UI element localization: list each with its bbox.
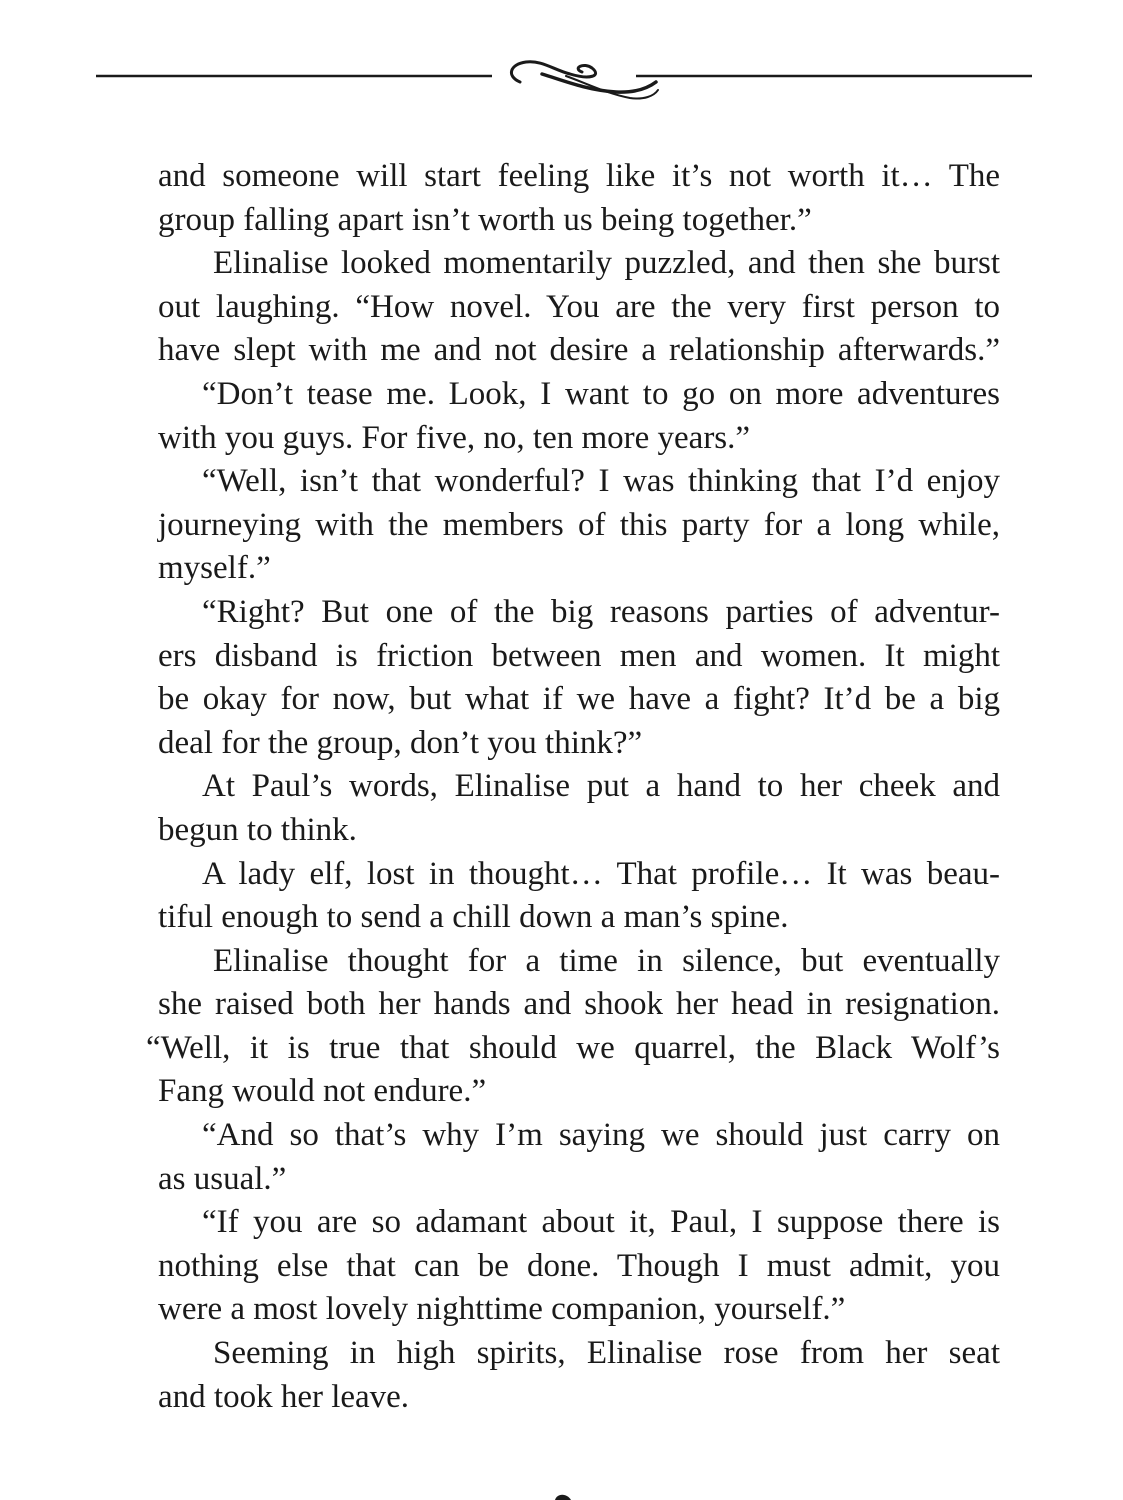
text-line: be okay for now, but what if we have a fight? It’d be a big [158, 681, 1000, 718]
text-line: “If you are so adamant about it, Paul, I suppose there is [202, 1204, 1000, 1241]
text-line: “And so that’s why I’m saying we should just carry on [202, 1117, 1000, 1154]
text-line: ers disband is friction between men and women. It might [158, 637, 1000, 674]
footer-flourish-fragment [553, 1490, 573, 1500]
text-line: were a most lovely nighttime companion, yourself.” [158, 1291, 846, 1328]
text-line: she raised both her hands and shook her head in resignation. [158, 986, 1000, 1023]
text-line: have slept with me and not desire a relationship afterwards.” [158, 332, 1000, 369]
text-line: and took her leave. [158, 1378, 410, 1415]
text-line: and someone will start feeling like it’s not worth it… The [158, 158, 1000, 194]
text-line: myself.” [158, 550, 271, 587]
text-line: A lady elf, lost in thought… That profile… It was beau- [202, 855, 1000, 892]
text-line: group falling apart isn’t worth us being together.” [158, 201, 812, 238]
text-line: journeying with the members of this party for a long while, [158, 506, 1000, 543]
text-line: as usual.” [158, 1160, 287, 1197]
text-line: Fang would not endure.” [158, 1073, 487, 1110]
text-line: “Right? But one of the big reasons parties of adventur- [202, 593, 1000, 630]
text-line: nothing else that can be done. Though I must admit, you [158, 1247, 1000, 1284]
text-line: “Well, isn’t that wonderful? I was thinking that I’d enjoy [202, 463, 1000, 500]
text-line: with you guys. For five, no, ten more years.” [158, 419, 751, 456]
text-line: “Don’t tease me. Look, I want to go on more adventures [202, 375, 1000, 412]
text-line: Elinalise looked momentarily puzzled, and then she burst [213, 245, 1000, 282]
text-line: Seeming in high spirits, Elinalise rose from her seat [213, 1335, 1000, 1372]
text-line: “Well, it is true that should we quarrel, the Black Wolf’s [146, 1029, 1000, 1066]
body-text [146, 155, 1000, 1419]
text-line: Elinalise thought for a time in silence, but eventually [213, 942, 1000, 979]
text-line: At Paul’s words, Elinalise put a hand to her cheek and [202, 768, 1000, 805]
text-line: begun to think. [158, 811, 357, 848]
header-flourish-divider [96, 50, 1032, 110]
text-line: deal for the group, don’t you think?” [158, 724, 643, 761]
text-line: out laughing. “How novel. You are the very first person to [158, 288, 1000, 325]
text-line: tiful enough to send a chill down a man’s spine. [158, 899, 789, 936]
